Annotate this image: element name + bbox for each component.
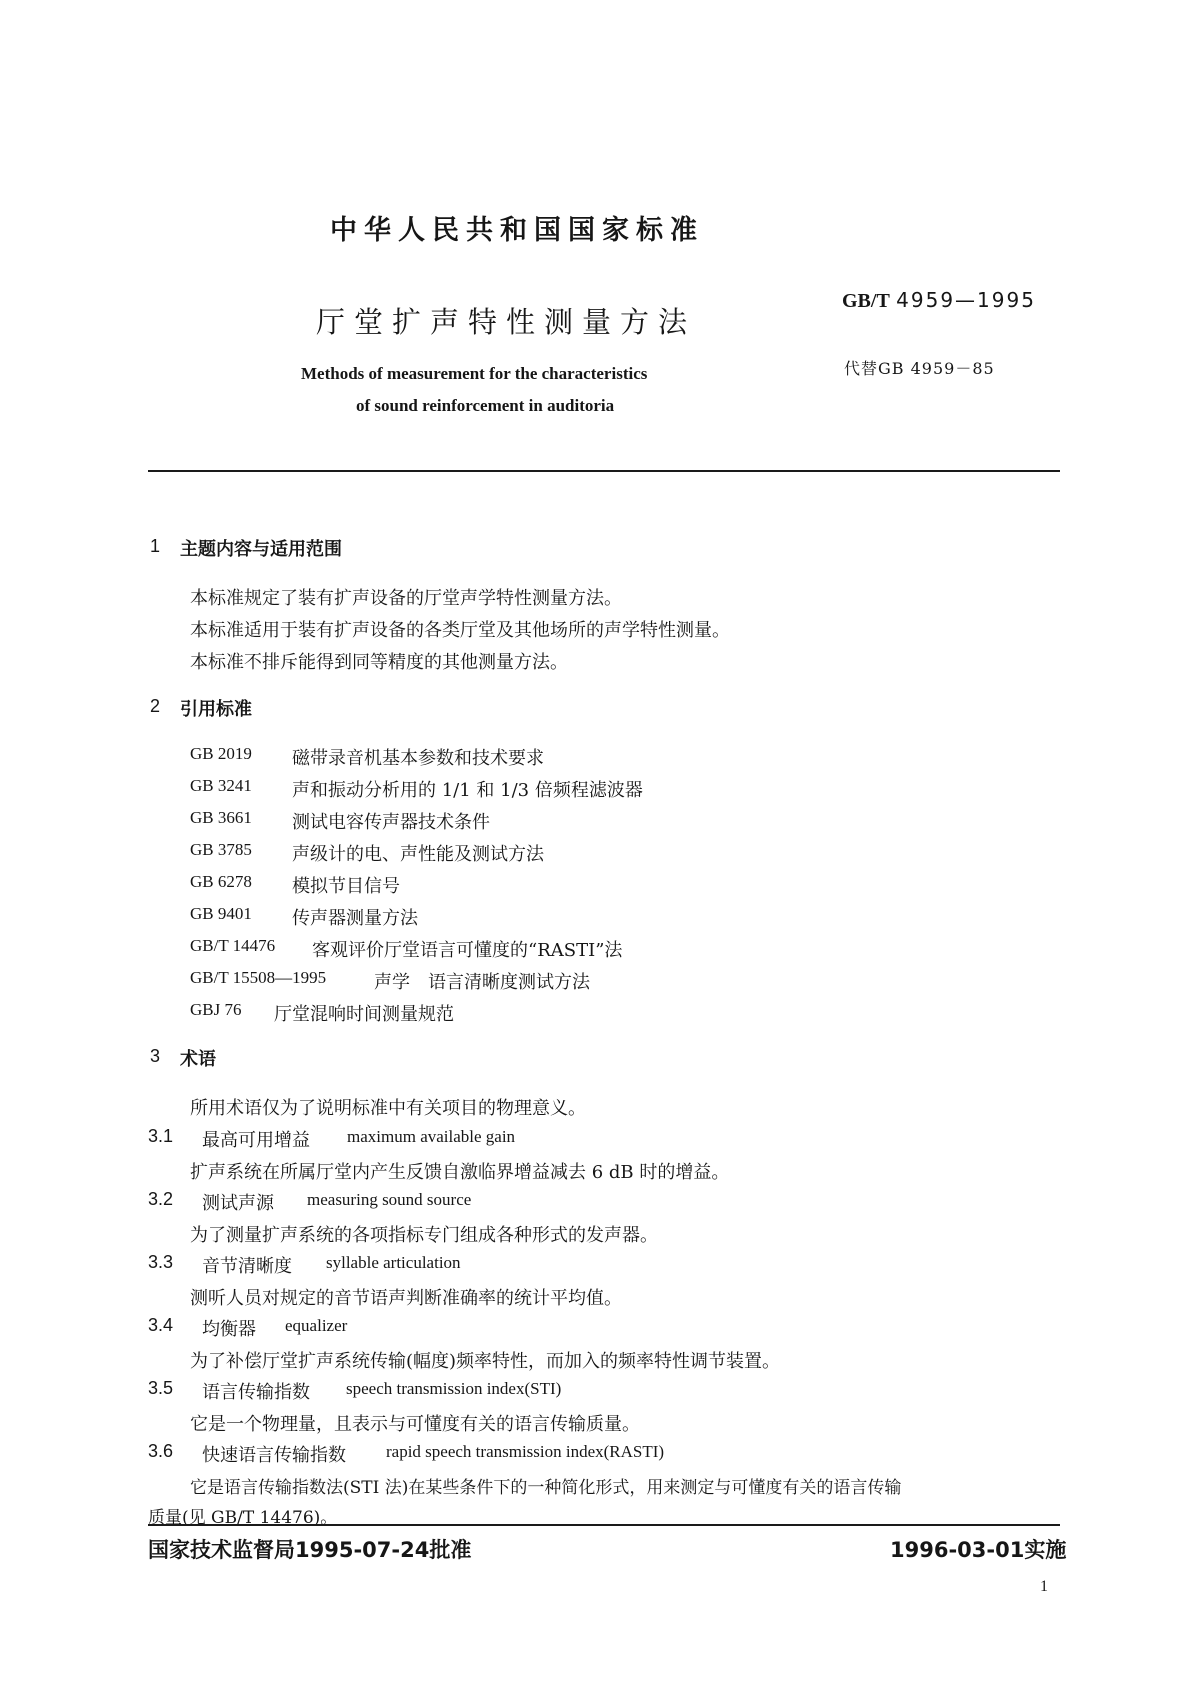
section-2-number: 2 xyxy=(150,696,161,716)
effective-date: 1996-03-01实施 xyxy=(890,1538,1067,1562)
term-english: equalizer xyxy=(285,1316,348,1335)
term-number: 3.2 xyxy=(148,1189,174,1209)
term-english: syllable articulation xyxy=(326,1253,461,1272)
term-definition: 它是一个物理量，且表示与可懂度有关的语言传输质量。 xyxy=(190,1414,640,1435)
reference-code: GB 9401 xyxy=(190,904,252,923)
reference-code: GB 3785 xyxy=(190,840,252,859)
reference-code: GB/T 15508—1995 xyxy=(190,968,327,987)
term-number: 3.1 xyxy=(148,1126,174,1146)
section-1-title: 主题内容与适用范围 xyxy=(180,539,342,560)
term-english: speech transmission index(STI) xyxy=(346,1379,562,1398)
term-number: 3.5 xyxy=(148,1378,174,1398)
term-english: rapid speech transmission index(RASTI) xyxy=(386,1442,665,1461)
english-title-line-2: of sound reinforcement in auditoria xyxy=(356,396,615,415)
term-english: maximum available gain xyxy=(347,1127,516,1146)
term-definition: 它是语言传输指数法(STI 法)在某些条件下的一种简化形式，用来测定与可懂度有关的语言传输 xyxy=(190,1478,902,1498)
term-definition: 扩声系统在所属厅堂内产生反馈自激临界增益减去 6 dB 时的增益。 xyxy=(190,1162,730,1183)
term-number: 3.6 xyxy=(148,1441,174,1461)
reference-code: GB 2019 xyxy=(190,744,252,763)
reference-title: 测试电容传声器技术条件 xyxy=(292,812,490,833)
section-2-title: 引用标准 xyxy=(180,699,252,720)
reference-title: 厅堂混响时间测量规范 xyxy=(274,1004,454,1025)
reference-code: GB 3661 xyxy=(190,808,252,827)
standard-code: 4959—1995 xyxy=(896,288,1036,312)
approval-line: 国家技术监督局1995-07-24批准 xyxy=(148,1538,472,1562)
section-3-title: 术语 xyxy=(180,1049,216,1070)
reference-title: 传声器测量方法 xyxy=(292,908,418,929)
term-chinese: 均衡器 xyxy=(202,1319,256,1340)
section-3-number: 3 xyxy=(150,1046,161,1066)
reference-code: GB 3241 xyxy=(190,776,252,795)
reference-code: GBJ 76 xyxy=(190,1000,242,1019)
term-chinese: 最高可用增益 xyxy=(202,1130,310,1151)
term-english: measuring sound source xyxy=(307,1190,472,1209)
term-definition: 测听人员对规定的音节语声判断准确率的统计平均值。 xyxy=(190,1288,622,1309)
section-1-paragraph: 本标准不排斥能得到同等精度的其他测量方法。 xyxy=(190,652,568,673)
reference-title: 磁带录音机基本参数和技术要求 xyxy=(292,748,544,769)
reference-code: GB/T 14476 xyxy=(190,936,276,955)
national-standard-title: 中华人民共和国国家标准 xyxy=(330,215,704,246)
reference-title: 声和振动分析用的 1/1 和 1/3 倍频程滤波器 xyxy=(292,780,643,801)
reference-title: 模拟节目信号 xyxy=(292,876,400,897)
page-number: 1 xyxy=(1040,1578,1048,1595)
header-divider xyxy=(148,470,1060,472)
section-3-intro: 所用术语仅为了说明标准中有关项目的物理意义。 xyxy=(190,1098,586,1119)
term-number: 3.3 xyxy=(148,1252,174,1272)
standard-number xyxy=(842,288,1036,313)
term-definition: 为了测量扩声系统的各项指标专门组成各种形式的发声器。 xyxy=(190,1225,658,1246)
section-1-paragraph: 本标准适用于装有扩声设备的各类厅堂及其他场所的声学特性测量。 xyxy=(190,620,730,641)
term-number: 3.4 xyxy=(148,1315,174,1335)
reference-title: 客观评价厅堂语言可懂度的“RASTI”法 xyxy=(312,940,623,961)
term-definition-continued: 质量(见 GB/T 14476)。 xyxy=(148,1508,338,1528)
reference-title: 声学 语言清晰度测试方法 xyxy=(374,972,590,993)
term-chinese: 音节清晰度 xyxy=(202,1256,292,1277)
section-1-number: 1 xyxy=(150,536,161,556)
term-chinese: 快速语言传输指数 xyxy=(202,1445,346,1466)
term-definition: 为了补偿厅堂扩声系统传输(幅度)频率特性，而加入的频率特性调节装置。 xyxy=(190,1351,781,1372)
term-chinese: 测试声源 xyxy=(202,1193,274,1214)
standard-prefix: GB/T xyxy=(842,290,890,312)
document-title: 厅堂扩声特性测量方法 xyxy=(316,305,697,339)
reference-code: GB 6278 xyxy=(190,872,252,891)
replaces-note: 代替GB 4959－85 xyxy=(844,359,995,378)
section-1-paragraph: 本标准规定了装有扩声设备的厅堂声学特性测量方法。 xyxy=(190,588,622,609)
reference-title: 声级计的电、声性能及测试方法 xyxy=(292,844,544,865)
footer-divider xyxy=(148,1524,1060,1526)
english-title-line-1: Methods of measurement for the characteristics xyxy=(301,364,648,383)
term-chinese: 语言传输指数 xyxy=(202,1382,310,1403)
